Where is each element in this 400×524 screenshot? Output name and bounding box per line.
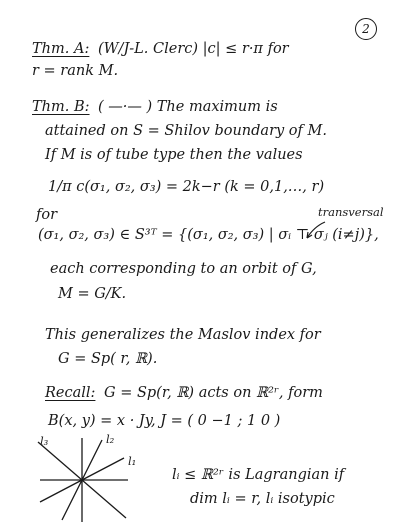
thm-b-line-5: (σ₁, σ₂, σ₃) ∈ S³ᵀ = {(σ₁, σ₂, σ₃) | σᵢ ⊤ σⱼ (i≠j)},	[38, 227, 379, 243]
transversal-note: transversal	[318, 205, 384, 219]
thm-a-label: Thm. A:	[32, 41, 90, 57]
thm-b-line-7: M = G/K.	[58, 286, 127, 302]
thm-b-label: Thm. B:	[32, 99, 90, 115]
thm-a-line-2: r = rank M.	[32, 63, 119, 79]
generalizes-line-1: This generalizes the Maslov index for	[45, 327, 321, 343]
thm-b-line-6: each corresponding to an orbit of G,	[50, 261, 317, 277]
thm-b-line-1: ( —·— ) The maximum is	[98, 99, 278, 115]
thm-b-for: for	[36, 207, 58, 223]
thm-b-line-2: attained on S = Shilov boundary of M.	[45, 123, 327, 139]
page-number: 2	[355, 18, 377, 40]
recall-label: Recall:	[45, 385, 96, 401]
generalizes-line-2: G = Sp( r, ℝ).	[58, 351, 158, 367]
recall-line-2: B(x, y) = x · Jy, J = ( 0 −1 ; 1 0 )	[48, 413, 281, 429]
thm-a-line-1: (W/J-L. Clerc) |c| ≤ r·π for	[98, 41, 289, 57]
recall-line-4: dim lᵢ = r, lᵢ isotypic	[190, 491, 335, 507]
recall-line-3: lᵢ ≤ ℝ²ʳ is Lagrangian if	[172, 467, 345, 483]
thm-b-line-3: If M is of tube type then the values	[45, 147, 303, 163]
label-l1: l₁	[128, 454, 137, 468]
recall-line-1: G = Sp(r, ℝ) acts on ℝ²ʳ, form	[104, 385, 323, 401]
thm-b-line-4: 1/π c(σ₁, σ₂, σ₃) = 2k−r (k = 0,1,…, r)	[48, 179, 325, 195]
label-l3: l₃	[40, 434, 49, 448]
label-l2: l₂	[106, 432, 115, 446]
transversal-arrow	[307, 222, 325, 238]
